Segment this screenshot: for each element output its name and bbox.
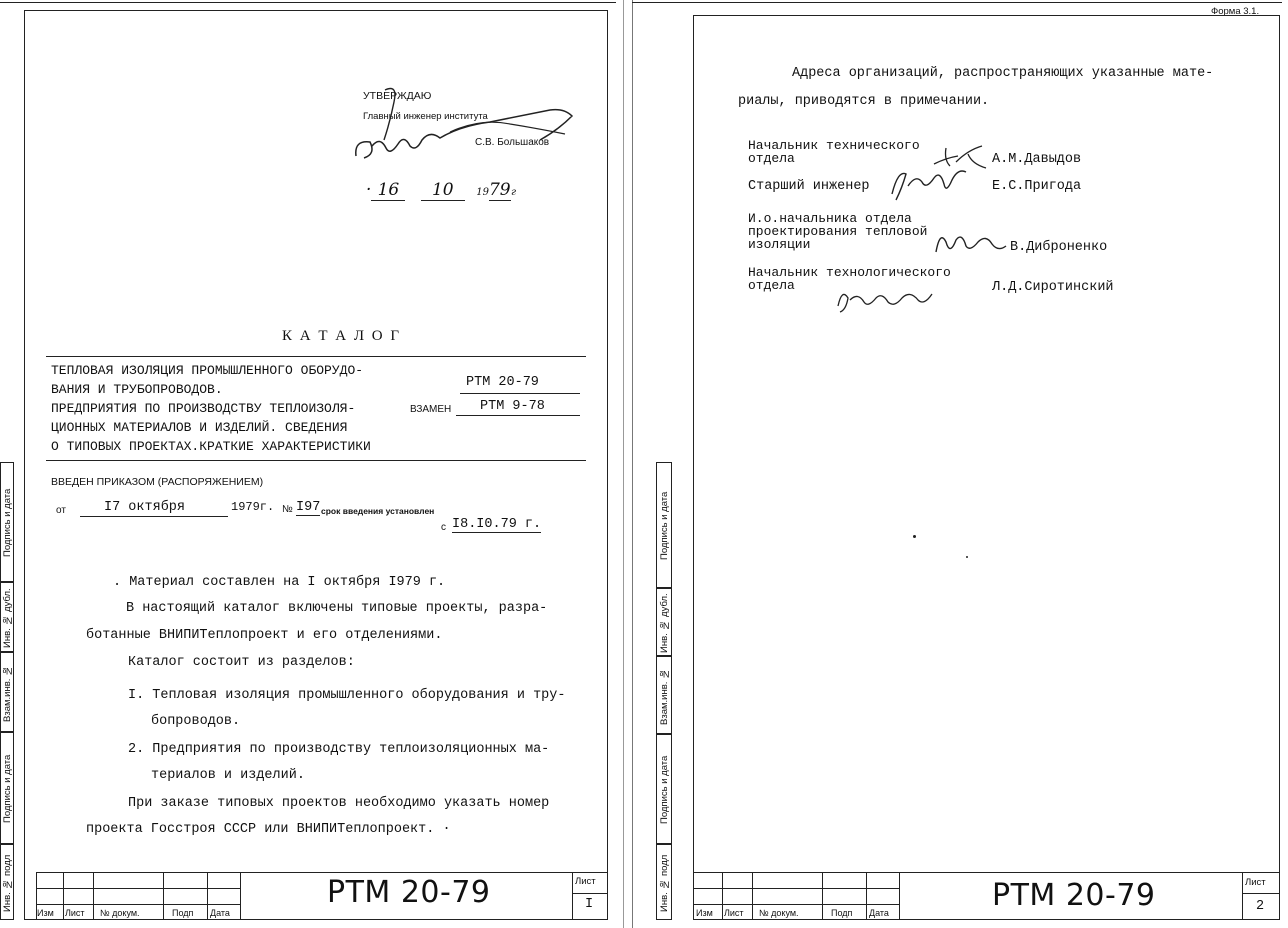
title-line-1: ТЕПЛОВАЯ ИЗОЛЯЦИЯ ПРОМЫШЛЕННОГО ОБОРУДО- bbox=[51, 363, 364, 378]
left-sidebar-box-4 bbox=[0, 732, 14, 844]
signatory-1-role-line-2: отдела bbox=[748, 151, 795, 166]
order-year: 1979г. bbox=[231, 500, 275, 514]
right-sidebar-box-2 bbox=[656, 588, 672, 656]
title-block-bottom-line bbox=[46, 460, 586, 461]
left-stamp-col-date: Дата bbox=[210, 908, 230, 918]
signatory-2-name: Е.С.Пригода bbox=[992, 179, 1082, 194]
order-term-label: срок введения установлен bbox=[321, 506, 435, 516]
right-sidebar-label-3: Взам.инв. № bbox=[659, 667, 670, 725]
signatory-3-name: В.Диброненко bbox=[1010, 240, 1108, 255]
form-label: Форма 3.1. bbox=[1211, 6, 1260, 17]
title-line-4: ЦИОННЫХ МАТЕРИАЛОВ И ИЗДЕЛИЙ. СВЕДЕНИЯ bbox=[51, 420, 348, 435]
approval-date-day: 16 bbox=[371, 180, 405, 201]
signatory-3-role-line-2: проектирования тепловой bbox=[748, 224, 928, 239]
approval-date-year-suffix: 79 bbox=[488, 180, 511, 200]
body-line-2: В настоящий каталог включены типовые проекты, разра- bbox=[126, 601, 548, 616]
left-sidebar-box-2 bbox=[0, 582, 14, 652]
body-line-7: 2. Предприятия по производству теплоизоляционных ма- bbox=[128, 742, 550, 757]
catalog-title: К А Т А Л О Г bbox=[282, 328, 402, 344]
right-stamp-col-date: Дата bbox=[869, 908, 889, 918]
order-term-date: I8.I0.79 г. bbox=[452, 517, 542, 532]
body-line-6: бопроводов. bbox=[151, 714, 241, 729]
order-number: I97 bbox=[296, 500, 321, 515]
approval-date: · 16 10 1979г bbox=[366, 180, 517, 200]
body-line-5: I. Тепловая изоляция промышленного оборудования и тру- bbox=[128, 688, 566, 703]
left-stamp-col-document: № докум. bbox=[100, 908, 140, 918]
left-stamp-code: РТМ 20-79 bbox=[327, 875, 491, 910]
approval-signature-icon bbox=[350, 82, 580, 167]
approval-date-year-prefix: 19 bbox=[476, 187, 489, 198]
right-page-edge bbox=[632, 0, 633, 928]
right-top-margin-line bbox=[632, 2, 1282, 3]
right-sidebar-label-5: Инв. № подл bbox=[659, 854, 670, 912]
left-stamp-sheet-number: I bbox=[585, 897, 594, 912]
intro-line-1: Адреса организаций, распространяющих указанные мате- bbox=[792, 66, 1214, 81]
left-sidebar-label-5: Инв. № подл bbox=[2, 854, 13, 912]
right-sidebar-label-2: Инв. № дубл. bbox=[659, 593, 670, 653]
right-stamp-col-sheet: Лист bbox=[724, 908, 744, 918]
left-sidebar-label-3: Взам.инв. № bbox=[2, 664, 13, 722]
signatory-2-signature-icon bbox=[882, 164, 972, 204]
title-block bbox=[51, 361, 371, 456]
left-sidebar-box-5 bbox=[0, 844, 14, 920]
signatory-1-role bbox=[748, 139, 920, 165]
scan-speck bbox=[966, 556, 968, 558]
document-code-underline bbox=[460, 393, 580, 394]
right-sidebar-box-3 bbox=[656, 656, 672, 734]
signatory-4-name: Л.Д.Сиротинский bbox=[992, 280, 1114, 295]
approval-name: С.В. Большаков bbox=[475, 137, 550, 148]
signatory-1-role-line-1: Начальник технического bbox=[748, 138, 920, 153]
signatory-4-role-line-2: отдела bbox=[748, 278, 795, 293]
order-from-label: от bbox=[56, 505, 66, 516]
right-sidebar-label-4: Подпись и дата bbox=[659, 755, 670, 825]
title-block-top-line bbox=[46, 356, 586, 357]
approval-heading: УТВЕРЖДАЮ bbox=[363, 90, 432, 102]
right-sidebar-box-1 bbox=[656, 462, 672, 588]
left-sidebar-label-4: Подпись и дата bbox=[2, 754, 13, 824]
approval-date-month: 10 bbox=[421, 180, 465, 201]
right-stamp-col-document: № докум. bbox=[759, 908, 799, 918]
page-divider bbox=[623, 0, 624, 928]
right-stamp-sheet-label: Лист bbox=[1245, 877, 1266, 888]
right-sidebar-box-5 bbox=[656, 844, 672, 920]
approval-date-year-mark: г bbox=[510, 187, 517, 198]
scan-speck bbox=[913, 535, 916, 538]
left-top-margin-line bbox=[0, 2, 616, 3]
title-line-3: ПРЕДПРИЯТИЯ ПО ПРОИЗВОДСТВУ ТЕПЛОИЗОЛЯ- bbox=[51, 401, 356, 416]
signatory-2-role: Старший инженер bbox=[748, 179, 870, 194]
approval-role: Главный инженер института bbox=[363, 111, 488, 122]
order-date: I7 октября bbox=[104, 500, 186, 515]
signatory-4-signature-icon bbox=[828, 280, 940, 316]
body-line-3: ботанные ВНИПИТеплопроект и его отделениями. bbox=[86, 628, 443, 643]
right-stamp-sheet-number: 2 bbox=[1256, 899, 1265, 914]
document-code: РТМ 20-79 bbox=[466, 375, 539, 390]
title-line-2: ВАНИЯ И ТРУБОПРОВОДОВ. bbox=[51, 382, 223, 397]
signatory-4-role-line-1: Начальник технологического bbox=[748, 265, 951, 280]
right-stamp-col-signature: Подп bbox=[831, 908, 853, 918]
replaces-label: ВЗАМЕН bbox=[410, 404, 452, 415]
order-term-prefix: с bbox=[441, 522, 446, 533]
left-sidebar-label-1: Подпись и дата bbox=[2, 488, 13, 558]
right-stamp-code: РТМ 20-79 bbox=[992, 878, 1156, 913]
right-sidebar-label-1: Подпись и дата bbox=[659, 491, 670, 561]
title-line-5: О ТИПОВЫХ ПРОЕКТАХ.КРАТКИЕ ХАРАКТЕРИСТИКИ bbox=[51, 439, 371, 454]
intro-line-2: риалы, приводятся в примечании. bbox=[738, 94, 990, 109]
body-line-4: Каталог состоит из разделов: bbox=[128, 655, 355, 670]
order-number-label: № bbox=[282, 504, 293, 515]
order-label: ВВЕДЕН ПРИКАЗОМ (РАСПОРЯЖЕНИЕМ) bbox=[51, 476, 264, 488]
order-date-underline bbox=[80, 516, 228, 517]
left-sidebar-box-3 bbox=[0, 652, 14, 732]
signatory-3-role-line-3: изоляции bbox=[748, 237, 811, 252]
signatory-3-signature-icon bbox=[930, 222, 1012, 262]
right-sidebar-box-4 bbox=[656, 734, 672, 844]
left-sidebar-label-2: Инв. № дубл. bbox=[2, 588, 13, 648]
left-stamp-col-signature: Подп bbox=[172, 908, 194, 918]
right-stamp-col-change: Изм bbox=[696, 908, 713, 918]
left-stamp-col-sheet: Лист bbox=[65, 908, 85, 918]
signatory-1-name: А.М.Давыдов bbox=[992, 152, 1082, 167]
signatory-3-role bbox=[748, 212, 927, 251]
body-line-10: проекта Госстроя СССР или ВНИПИТеплопроект. · bbox=[86, 822, 451, 837]
replaces-code-underline bbox=[456, 415, 580, 416]
left-stamp-col-change: Изм bbox=[37, 908, 54, 918]
left-stamp-sheet-label: Лист bbox=[575, 876, 596, 887]
body-line-1: . Материал составлен на I октября I979 г. bbox=[113, 575, 446, 590]
body-line-8: териалов и изделий. bbox=[151, 768, 305, 783]
signatory-3-role-line-1: И.о.начальника отдела bbox=[748, 211, 912, 226]
replaces-code: РТМ 9-78 bbox=[480, 399, 545, 414]
body-line-9: При заказе типовых проектов необходимо указать номер bbox=[128, 796, 550, 811]
left-sidebar-box-1 bbox=[0, 462, 14, 582]
